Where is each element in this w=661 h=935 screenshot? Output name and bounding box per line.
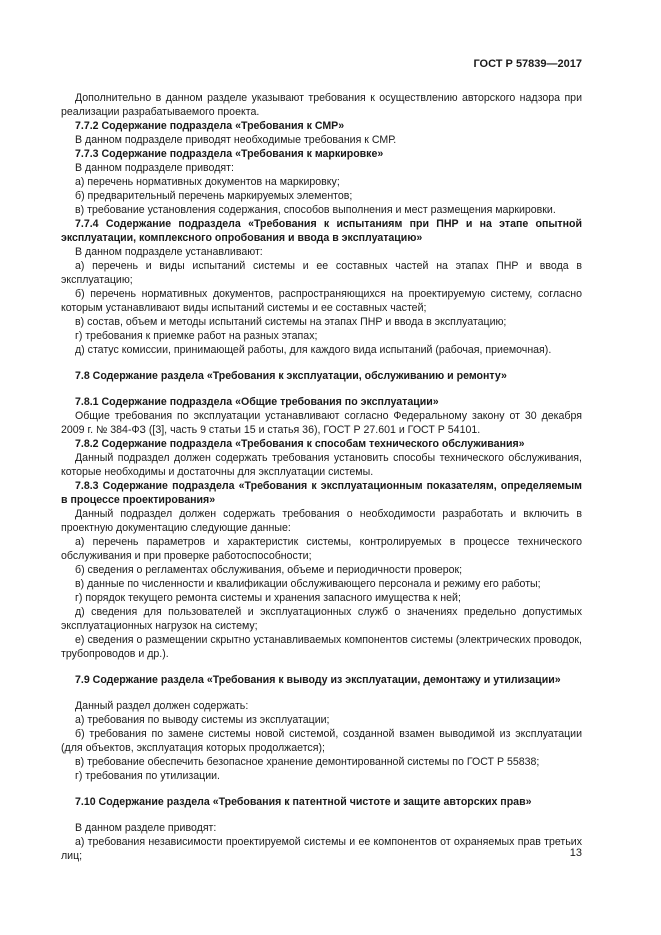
list-item: в) состав, объем и методы испытаний системы на этапах ПНР и ввода в эксплуатацию;: [75, 316, 507, 328]
list-item: б) предварительный перечень маркируемых элементов;: [75, 190, 353, 202]
spacer: [61, 383, 582, 395]
list-item: г) требования по утилизации.: [75, 770, 220, 782]
section-heading: 7.8 Содержание раздела «Требования к эксплуатации, обслуживанию и ремонту»: [75, 370, 507, 382]
document-body: [61, 91, 582, 863]
list-item: д) статус комиссии, принимающей работы, для каждого вида испытаний (рабочая, приемочная).: [75, 344, 552, 356]
document-header: ГОСТ Р 57839—2017: [473, 58, 582, 70]
spacer: [61, 357, 582, 369]
paragraph: Данный раздел должен содержать:: [75, 700, 249, 712]
list-item: б) требования по замене системы новой системой, созданной взамен выводимой из эксплуатации (для объектов, эксплуатация которых продолжается);: [61, 728, 582, 754]
paragraph: Данный подраздел должен содержать требования о необходимости разработать и включить в проектную документацию следующие данные:: [61, 508, 582, 534]
list-item: е) сведения о размещении скрытно устанавливаемых компонентов системы (электрических проводок, трубопроводов и др.).: [61, 634, 582, 660]
list-item: в) данные по численности и квалификации обслуживающего персонала и режиму его работы;: [75, 578, 541, 590]
spacer: [61, 687, 582, 699]
section-heading: 7.10 Содержание раздела «Требования к патентной чистоте и защите авторских прав»: [75, 796, 532, 808]
spacer: [61, 809, 582, 821]
subsection-heading: 7.8.3 Содержание подраздела «Требования к эксплуатационным показателям, определяемым в процессе проектирования»: [61, 480, 582, 506]
subsection-heading: 7.8.2 Содержание подраздела «Требования к способам технического обслуживания»: [75, 438, 525, 450]
paragraph: В данном подразделе приводят необходимые требования к СМР.: [75, 134, 397, 146]
paragraph: В данном подразделе приводят:: [75, 162, 234, 174]
list-item: а) перечень и виды испытаний системы и ее составных частей на этапах ПНР и ввода в эксплуатацию;: [61, 260, 582, 286]
spacer: [61, 783, 582, 795]
list-item: б) сведения о регламентах обслуживания, объеме и периодичности проверок;: [75, 564, 463, 576]
subsection-heading: 7.8.1 Содержание подраздела «Общие требования по эксплуатации»: [75, 396, 439, 408]
paragraph: В данном разделе приводят:: [75, 822, 217, 834]
list-item: б) перечень нормативных документов, распространяющихся на проектируемую систему, согласно которым устанавливают виды испытаний системы и ее составных частей;: [61, 288, 582, 314]
list-item: г) требования к приемке работ на разных этапах;: [75, 330, 318, 342]
list-item: а) требования независимости проектируемой системы и ее компонентов от охраняемых прав третьих лиц;: [61, 836, 582, 862]
paragraph: Дополнительно в данном разделе указывают требования к осуществлению авторского надзора при реализации разрабатываемого проекта.: [61, 92, 582, 118]
list-item: а) требования по выводу системы из эксплуатации;: [75, 714, 330, 726]
section-heading: 7.9 Содержание раздела «Требования к выводу из эксплуатации, демонтажу и утилизации»: [75, 674, 561, 686]
list-item: а) перечень нормативных документов на маркировку;: [75, 176, 340, 188]
subsection-heading: 7.7.4 Содержание подраздела «Требования к испытаниям при ПНР и на этапе опытной эксплуатации, комплексного опробования и ввода в эксплуатацию»: [61, 218, 582, 244]
paragraph: В данном подразделе устанавливают:: [75, 246, 263, 258]
paragraph: Данный подраздел должен содержать требования установить способы технического обслуживания, которые необходимы и достаточны для эксплуатации системы.: [61, 452, 582, 478]
subsection-heading: 7.7.2 Содержание подраздела «Требования к СМР»: [75, 120, 345, 132]
list-item: в) требование установления содержания, способов выполнения и мест размещения маркировки.: [75, 204, 556, 216]
page-number: 13: [569, 847, 582, 859]
list-item: а) перечень параметров и характеристик системы, контролируемых в процессе технического обслуживания и при проверке работоспособности;: [61, 536, 582, 562]
subsection-heading: 7.7.3 Содержание подраздела «Требования к маркировке»: [75, 148, 384, 160]
list-item: г) порядок текущего ремонта системы и хранения запасного имущества к ней;: [75, 592, 461, 604]
paragraph: Общие требования по эксплуатации устанавливают согласно Федеральному закону от 30 декабря 2009 г. № 384-ФЗ ([3], часть 9 статьи 15 и статья 36), ГОСТ Р 27.601 и ГОСТ Р 54101.: [61, 410, 582, 436]
list-item: в) требование обеспечить безопасное хранение демонтированной системы по ГОСТ Р 55838;: [75, 756, 540, 768]
spacer: [61, 661, 582, 673]
list-item: д) сведения для пользователей и эксплуатационных служб о значениях предельно допустимых эксплуатационных нагрузок на систему;: [61, 606, 582, 632]
